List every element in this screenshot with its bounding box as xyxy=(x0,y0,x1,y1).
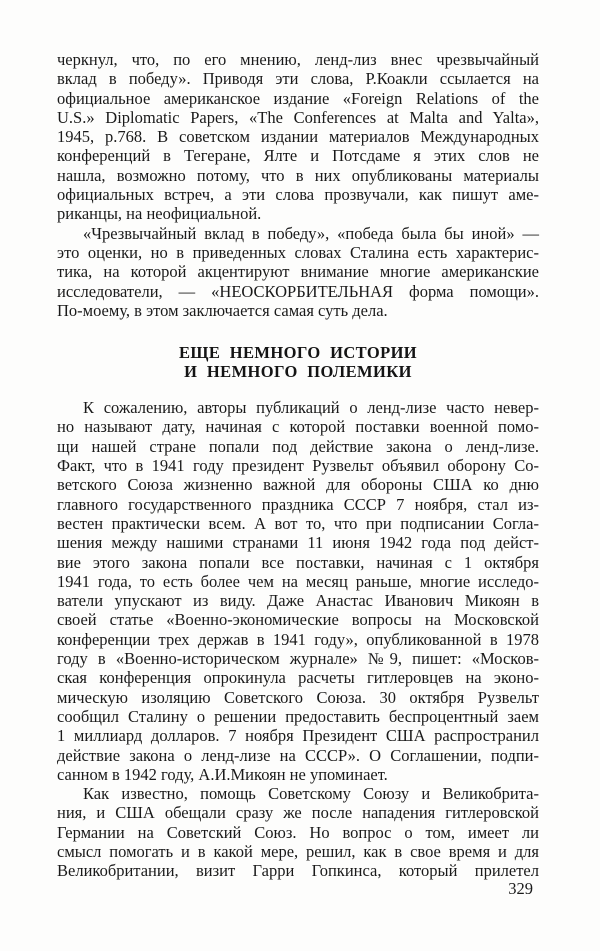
text-line: исследователи, — «НЕОСКОРБИТЕЛЬНАЯ форма помощи». xyxy=(57,281,539,301)
text-line: официальных встреч, а эти слова прозвучали, как пишут аме- xyxy=(57,185,539,205)
text-line: своей статье «Военно-экономические вопросы на Московской xyxy=(57,610,539,630)
paragraph xyxy=(57,50,539,224)
text-line: санном в 1942 году, А.И.Микоян не упоминает. xyxy=(57,764,388,784)
text-line: 1945, p.768. В советском издании материалов Международных xyxy=(57,127,539,147)
text-line: ния, и США обещали сразу же после нападения гитлеровской xyxy=(57,803,539,823)
text-line: шения между нашими странами 11 июня 1942 года под дейст- xyxy=(57,533,539,553)
text-line: ветского Союза жизненно важной для обороны США ко дню xyxy=(57,475,539,495)
heading-line: ЕЩЕ НЕМНОГО ИСТОРИИ xyxy=(178,343,418,363)
text-line: вестен практически всем. А вот то, что при подписании Согла- xyxy=(57,513,539,533)
text-line: это оценки, но в приведенных словах Сталина есть характерис- xyxy=(57,242,539,262)
text-line: сообщил Сталину о решении предоставить беспроцентный заем xyxy=(57,706,539,726)
text-line: 1941 года, то есть более чем на месяц раньше, многие исследо- xyxy=(57,571,539,591)
page-number: 329 xyxy=(508,879,533,898)
text-line: нашла, возможно потому, что в них опубликованы материалы xyxy=(57,165,539,185)
text-line: Как известно, помощь Советскому Союзу и Великобрита- xyxy=(83,784,539,804)
heading-line: И НЕМНОГО ПОЛЕМИКИ xyxy=(184,361,412,381)
text-line: мическую изоляцию Советского Союза. 30 октября Рузвельт xyxy=(57,687,539,707)
text-line: U.S.» Diplomatic Papers, «The Conferences at Malta and Yalta», xyxy=(57,107,539,127)
text-line: «Чрезвычайный вклад в победу», «победа была бы иной» — xyxy=(83,223,539,243)
paragraph xyxy=(57,784,539,880)
text-line: риканцы, на неофициальной. xyxy=(57,204,262,224)
text-line: тика, на которой акцентируют внимание многие американские xyxy=(57,262,539,282)
text-line: конференции трех держав в 1941 году», опубликованной в 1978 xyxy=(57,629,539,649)
text-line: конференций в Тегеране, Ялте и Потсдаме я этих слов не xyxy=(57,146,539,166)
text-line: Германии на Советский Союз. Но вопрос о том, имеет ли xyxy=(57,822,539,842)
text-line: черкнул, что, по его мнению, ленд-лиз внес чрезвычайный xyxy=(57,50,539,69)
text-line: По-моему, в этом заключается самая суть дела. xyxy=(57,300,388,320)
paragraph xyxy=(57,224,539,320)
text-line: Великобритании, визит Гарри Гопкинса, который прилетел xyxy=(57,861,539,881)
text-line: но называют дату, начиная с которой поставки военной помо- xyxy=(57,417,539,437)
text-line: вие этого закона попали все поставки, начиная с 1 октября xyxy=(57,552,539,572)
text-line: ская конференция опрокинула расчеты гитлеровцев на эконо- xyxy=(57,668,539,688)
paragraph xyxy=(57,398,539,784)
text-line: Факт, что в 1941 году президент Рузвельт объявил оборону Со- xyxy=(57,456,539,476)
text-line: ватели упускают из виду. Даже Анастас Иванович Микоян в xyxy=(57,591,539,611)
text-line: 1 миллиард долларов. 7 ноября Президент США распространил xyxy=(57,726,539,746)
text-line: главного государственного праздника СССР 7 ноября, стал из- xyxy=(57,494,539,514)
text-line: году в «Военно-историческом журнале» №9, пишет: «Москов- xyxy=(57,649,539,669)
text-line: вклад в победу». Приводя эти слова, Р.Коакли ссылается на xyxy=(57,69,539,89)
text-line: смысл помогать и в какой мере, решил, как в свое время и для xyxy=(57,841,539,861)
text-line: щи нашей стране попали под действие закона о ленд-лизе. xyxy=(57,436,539,456)
text-line: действие закона о ленд-лизе на СССР». О Соглашении, подпи- xyxy=(57,745,539,765)
text-line: официальное американское издание «Foreign Relations of the xyxy=(57,88,539,108)
text-line: К сожалению, авторы публикаций о ленд-лизе часто невер- xyxy=(83,398,539,418)
text-block xyxy=(57,50,539,881)
section-heading xyxy=(57,344,539,381)
